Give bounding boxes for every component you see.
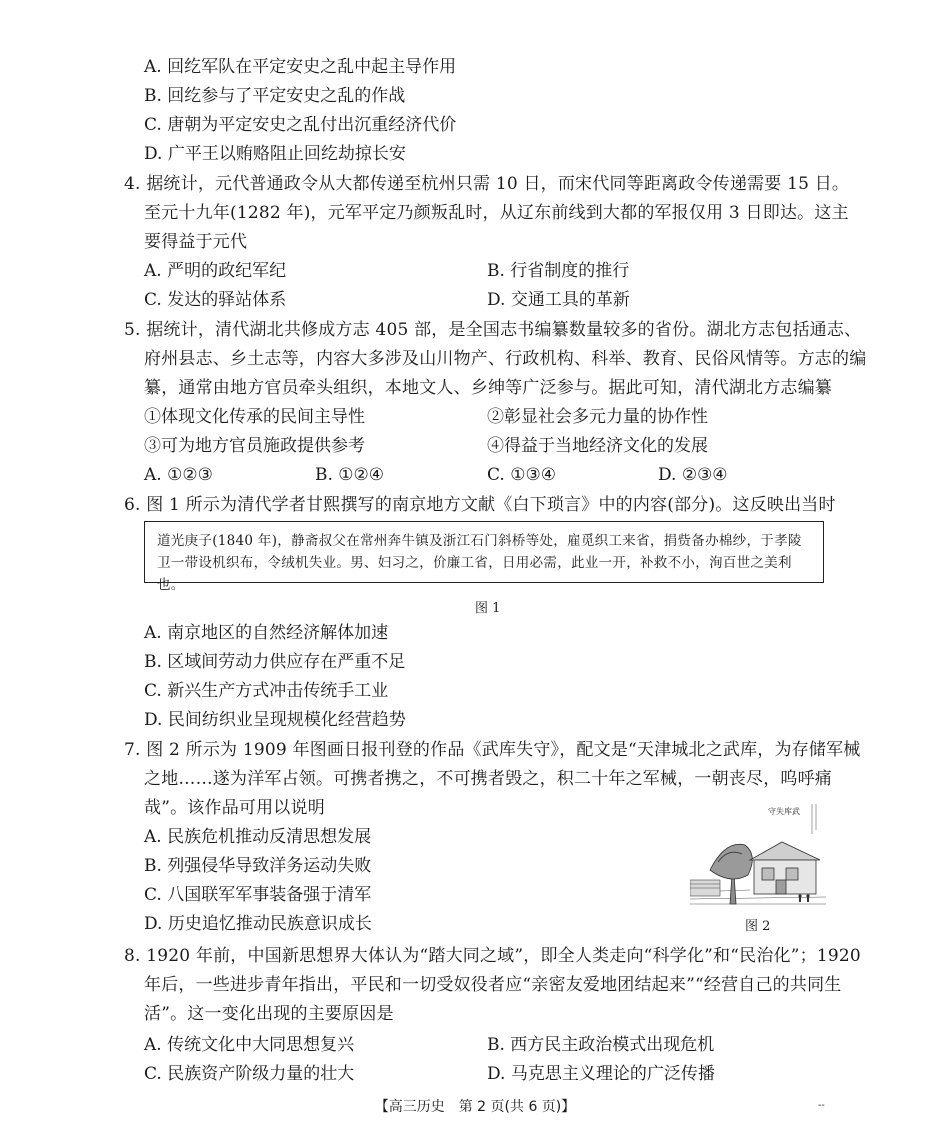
q6-option-a: A. 南京地区的自然经济解体加速 bbox=[144, 623, 389, 643]
q7-option-c: C. 八国联军军事装备强于清军 bbox=[144, 885, 372, 905]
figure-1-quote-line-1: 道光庚子(1840 年)，静斋叔父在常州奔牛镇及浙江石门斜桥等处，雇觅织工来省，捐赀备办棉纱，于孝陵 bbox=[157, 533, 802, 549]
figure-2-caption: 图 2 bbox=[745, 919, 771, 934]
q5-stem-line-2: 府州县志、乡土志等，内容大多涉及山川物产、行政机构、科举、教育、民俗风情等。方志的编 bbox=[144, 349, 867, 369]
q4-stem-line-1: 4. 据统计，元代普通政令从大都传递至杭州只需 10 日，而宋代同等距离政令传递需要 15 日。 bbox=[124, 174, 850, 194]
q5-option-c: C. ①③④ bbox=[487, 465, 556, 485]
corner-mark: -- bbox=[818, 1100, 825, 1111]
q6-option-b: B. 区域间劳动力供应存在严重不足 bbox=[144, 652, 406, 672]
q8-stem-line-2: 年后，一些进步青年指出，平民和一切受奴役者应“亲密友爱地团结起来”“经营自己的共同生 bbox=[144, 975, 842, 995]
q5-statement-3: ③可为地方官员施政提供参考 bbox=[144, 436, 365, 456]
q7-stem-line-2: 之地……遂为洋军占领。可携者携之，不可携者毁之，积二十年之军械，一朝丧尽，呜呼痛 bbox=[144, 769, 832, 789]
q5-stem-line-1: 5. 据统计，清代湖北共修成方志 405 部，是全国志书编纂数量较多的省份。湖北方志包括通志、 bbox=[124, 320, 862, 340]
q4-stem-line-3: 要得益于元代 bbox=[144, 232, 248, 252]
q5-statement-2: ②彰显社会多元力量的协作性 bbox=[487, 407, 708, 427]
q3-option-c: C. 唐朝为平定安史之乱付出沉重经济代价 bbox=[144, 115, 457, 135]
q8-option-d: D. 马克思主义理论的广泛传播 bbox=[487, 1064, 715, 1084]
q7-option-b: B. 列强侵华导致洋务运动失败 bbox=[144, 856, 372, 876]
q8-option-a: A. 传统文化中大同思想复兴 bbox=[144, 1035, 355, 1055]
q5-statement-4: ④得益于当地经济文化的发展 bbox=[487, 436, 708, 456]
q5-statement-1: ①体现文化传承的民间主导性 bbox=[144, 407, 365, 427]
q6-option-d: D. 民间纺织业呈现规模化经营趋势 bbox=[144, 710, 406, 730]
q3-option-b: B. 回纥参与了平定安史之乱的作战 bbox=[144, 86, 406, 106]
page-footer: 【高三历史 第 2 页(共 6 页)】 bbox=[374, 1099, 576, 1115]
figure-2-illustration bbox=[690, 800, 826, 910]
q3-option-a: A. 回纥军队在平定安史之乱中起主导作用 bbox=[144, 57, 457, 77]
q4-option-d: D. 交通工具的革新 bbox=[487, 290, 630, 310]
q5-option-d: D. ②③④ bbox=[658, 465, 728, 485]
figure-1-quote-box bbox=[144, 521, 824, 593]
q8-stem-line-1: 8. 1920 年前，中国新思想界大体认为“踏大同之域”，即全人类走向“科学化”和“民治化”；1920 bbox=[124, 946, 861, 966]
q4-stem-line-2: 至元十九年(1282 年)，元军平定乃颜叛乱时，从辽东前线到大都的军报仅用 3 日即达。这主 bbox=[144, 203, 849, 223]
q6-stem-line-1: 6. 图 1 所示为清代学者甘熙撰写的南京地方文献《白下琐言》中的内容(部分)。这反映出当时 bbox=[124, 495, 836, 515]
q8-option-b: B. 西方民主政治模式出现危机 bbox=[487, 1035, 715, 1055]
q3-option-d: D. 广平王以贿赂阻止回纥劫掠长安 bbox=[144, 144, 406, 164]
q7-stem-line-1: 7. 图 2 所示为 1909 年图画日报刊登的作品《武库失守》，配文是“天津城北之武库，为存储军械 bbox=[124, 740, 861, 760]
q8-stem-line-3: 活”。这一变化出现的主要原因是 bbox=[144, 1004, 394, 1024]
q5-option-b: B. ①②④ bbox=[315, 465, 385, 485]
q6-option-c: C. 新兴生产方式冲击传统手工业 bbox=[144, 681, 389, 701]
q4-option-c: C. 发达的驿站体系 bbox=[144, 290, 287, 310]
figure-1-caption: 图 1 bbox=[475, 601, 501, 616]
q4-option-b: B. 行省制度的推行 bbox=[487, 261, 630, 281]
q7-option-d: D. 历史追忆推动民族意识成长 bbox=[144, 914, 372, 934]
figure-1-quote-line-2: 卫一带设机织布，令绒机失业。男、妇习之，价廉工省，日用必需，此业一开，补救不小，洵百世之美利也。 bbox=[157, 555, 792, 593]
q8-option-c: C. 民族资产阶级力量的壮大 bbox=[144, 1064, 355, 1084]
q7-option-a: A. 民族危机推动反清思想发展 bbox=[144, 827, 372, 847]
q7-stem-line-3: 哉”。该作品可用以说明 bbox=[144, 798, 325, 818]
figure-2-title: 守失库武 bbox=[768, 807, 800, 816]
q5-option-a: A. ①②③ bbox=[144, 465, 213, 485]
q5-stem-line-3: 纂，通常由地方官员牵头组织，本地文人、乡绅等广泛参与。据此可知，清代湖北方志编纂 bbox=[144, 378, 832, 398]
q4-option-a: A. 严明的政纪军纪 bbox=[144, 261, 287, 281]
